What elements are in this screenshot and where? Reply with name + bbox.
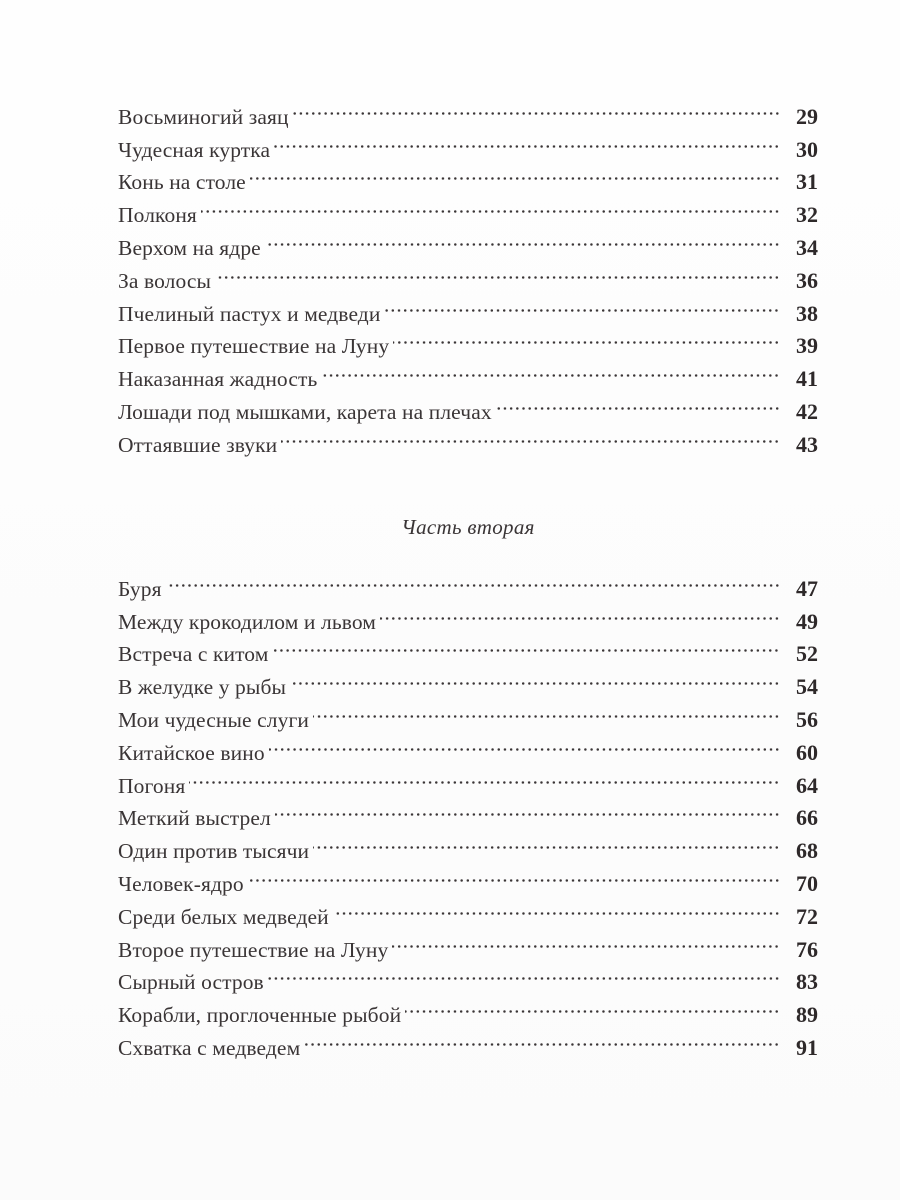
toc-entry-title: Меткий выстрел [118, 806, 271, 831]
toc-entry-page: 83 [796, 969, 818, 995]
toc-entry-title: Наказанная жадность [118, 367, 318, 392]
toc-entry-page: 36 [796, 267, 818, 293]
toc-entry-page: 54 [796, 674, 818, 700]
dot-leader [201, 189, 780, 222]
toc-entry-page: 38 [796, 300, 818, 326]
dot-leader [321, 353, 780, 386]
toc-entry[interactable] [118, 222, 818, 260]
toc-entry[interactable] [118, 563, 818, 601]
toc-entry-title: Пчелиный пастух и медведи [118, 301, 381, 326]
dot-leader [265, 222, 780, 255]
toc-part-one [118, 91, 818, 457]
toc-entry-title: Встреча с китом [118, 642, 269, 667]
toc-entry-page: 43 [796, 431, 818, 457]
toc-entry-page: 76 [796, 936, 818, 962]
toc-entry[interactable] [118, 760, 818, 798]
toc-entry-page: 47 [796, 575, 818, 601]
dot-leader [269, 727, 780, 760]
toc-entry-title: Лошади под мышками, карета на плечах [118, 399, 492, 424]
dot-leader [293, 91, 780, 124]
toc-entry-title: Второе путешествие на Луну [118, 937, 389, 962]
dot-leader [166, 563, 780, 596]
dot-leader [268, 957, 780, 990]
toc-entry-page: 70 [796, 870, 818, 896]
toc-entry-title: Среди белых медведей [118, 904, 329, 929]
toc-entry-page: 42 [796, 398, 818, 424]
toc-entry-title: Между крокодилом и львом [118, 609, 376, 634]
toc-entry[interactable] [118, 91, 818, 129]
toc-entry-page: 41 [796, 366, 818, 392]
toc-entry-title: Оттаявшие звуки [118, 432, 278, 457]
dot-leader [290, 661, 780, 694]
dot-leader [248, 858, 780, 891]
dot-leader [380, 596, 780, 629]
toc-entry[interactable] [118, 189, 818, 228]
dot-leader [313, 825, 780, 858]
toc-entry-title: Чудесная куртка [118, 137, 271, 162]
toc-entry-title: Восьминогий заяц [118, 104, 289, 129]
toc-entry-page: 66 [796, 805, 818, 831]
toc-entry-page: 32 [796, 202, 818, 228]
toc-entry-title: Полконя [118, 203, 197, 228]
dot-leader [333, 891, 780, 924]
toc-entry-page: 29 [796, 103, 818, 129]
dot-leader [275, 793, 780, 826]
toc-entry-title: За волосы [118, 268, 212, 293]
toc-part-two [118, 563, 818, 1060]
dot-leader [392, 924, 780, 957]
dot-leader [384, 288, 780, 321]
dot-leader [496, 386, 780, 419]
toc-entry-page: 31 [796, 169, 818, 195]
toc-entry-page: 72 [796, 903, 818, 929]
dot-leader [250, 157, 780, 190]
dot-leader [281, 419, 780, 452]
toc-entry-title: Корабли, проглоченные рыбой [118, 1003, 402, 1028]
toc-entry-page: 39 [796, 333, 818, 359]
toc-entry-title: Погоня [118, 773, 186, 798]
toc-entry-title: Китайское вино [118, 740, 265, 765]
toc-entry-page: 56 [796, 706, 818, 732]
toc-entry-page: 49 [796, 608, 818, 634]
toc-entry-title: Верхом на ядре [118, 235, 261, 260]
dot-leader [313, 694, 780, 727]
toc-entry-title: Один против тысячи [118, 839, 310, 864]
dot-leader [304, 1022, 780, 1055]
toc-entry-page: 91 [796, 1034, 818, 1060]
toc-entry[interactable] [118, 596, 818, 634]
toc-entry[interactable] [118, 255, 818, 293]
toc-entry[interactable] [118, 288, 818, 326]
toc-entry-title: Конь на столе [118, 170, 246, 195]
toc-entry-page: 52 [796, 641, 818, 667]
toc-entry-title: Человек-ядро [118, 871, 244, 896]
toc-entry-title: Мои чудесные слуги [118, 707, 309, 732]
dot-leader [272, 629, 780, 662]
toc-entry-title: Сырный остров [118, 970, 264, 995]
toc-entry-page: 68 [796, 838, 818, 864]
toc-entry-title: В желудке у рыбы [118, 675, 287, 700]
dot-leader [274, 124, 780, 157]
toc-entry-title: Буря [118, 576, 162, 601]
dot-leader [393, 321, 780, 354]
toc-entry-page: 64 [796, 772, 818, 798]
dot-leader [189, 760, 780, 793]
dot-leader [215, 255, 780, 288]
toc-entry-title: Первое путешествие на Луну [118, 334, 390, 359]
toc-entry-page: 60 [796, 739, 818, 765]
dot-leader [405, 989, 780, 1022]
toc-entry-title: Схватка с медведем [118, 1035, 301, 1060]
part-two-heading: Часть вторая [401, 515, 535, 539]
toc-entry-page: 89 [796, 1002, 818, 1028]
toc-entry[interactable] [118, 793, 818, 831]
toc-entry-page: 34 [796, 234, 818, 260]
toc-entry-page: 30 [796, 136, 818, 162]
